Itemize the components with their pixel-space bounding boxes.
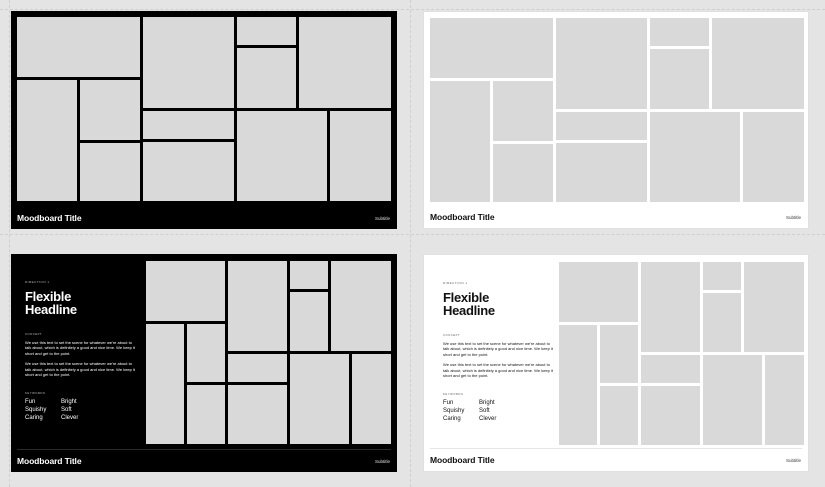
image-placeholder[interactable] (493, 144, 553, 202)
image-placeholder[interactable] (600, 325, 638, 383)
image-placeholder[interactable] (352, 354, 391, 444)
slide-4-light-headline[interactable] (423, 254, 809, 472)
image-placeholder[interactable] (187, 385, 225, 444)
slide-subtitle: Subtitle (785, 215, 801, 220)
keyword: Soft (479, 408, 490, 415)
image-placeholder[interactable] (146, 261, 225, 321)
keyword: Caring (443, 416, 461, 423)
image-placeholder[interactable] (290, 354, 349, 444)
keywords-label: KEYWORDS (25, 391, 46, 396)
footer-divider (17, 449, 391, 450)
keyword: Squishy (443, 408, 465, 415)
image-placeholder[interactable] (143, 17, 234, 108)
concept-paragraph: We use this text to set the scene for whatever we're about to talk about, which is definitely a good and nice time. We keep it short and get to the point. (443, 341, 553, 357)
image-placeholder[interactable] (600, 386, 638, 445)
keyword: Bright (479, 400, 495, 407)
image-placeholder[interactable] (228, 385, 287, 444)
guide-line-top (0, 9, 825, 10)
image-placeholder[interactable] (430, 18, 553, 78)
slide-title: Moodboard Title (430, 212, 495, 222)
footer-divider (430, 448, 802, 449)
text-panel (25, 280, 135, 422)
concept-paragraph: We use this text to set the scene for whatever we're about to talk about, which is definitely a good and nice time. We keep it short and get to the point. (443, 362, 553, 379)
direction-kicker: DIRECTION 1 (25, 280, 50, 284)
image-placeholder[interactable] (80, 80, 140, 140)
keyword: Clever (61, 415, 79, 422)
image-placeholder[interactable] (641, 386, 700, 445)
image-placeholder[interactable] (703, 262, 741, 290)
image-placeholder[interactable] (330, 111, 391, 201)
keyword: Squishy (25, 407, 47, 414)
image-placeholder[interactable] (650, 112, 740, 202)
image-placeholder[interactable] (744, 262, 804, 352)
direction-kicker: DIRECTION 1 (443, 281, 468, 285)
image-placeholder[interactable] (331, 261, 391, 351)
image-placeholder[interactable] (556, 112, 647, 140)
image-placeholder[interactable] (228, 261, 287, 351)
keywords-label: KEYWORDS (443, 392, 464, 397)
image-placeholder[interactable] (187, 324, 225, 382)
image-placeholder[interactable] (703, 293, 741, 352)
keyword: Clever (479, 416, 497, 423)
keyword: Fun (25, 399, 36, 406)
image-placeholder[interactable] (559, 325, 597, 445)
image-placeholder[interactable] (290, 261, 328, 289)
slide-title: Moodboard Title (430, 455, 495, 465)
keyword: Bright (61, 399, 77, 406)
image-placeholder[interactable] (299, 17, 391, 108)
image-placeholder[interactable] (493, 81, 553, 141)
image-placeholder[interactable] (650, 18, 709, 46)
concept-label: CONCEPT (443, 333, 461, 337)
image-placeholder[interactable] (237, 111, 327, 201)
slide-title: Moodboard Title (17, 213, 82, 223)
image-placeholder[interactable] (237, 17, 296, 45)
image-placeholder[interactable] (17, 80, 77, 201)
image-placeholder[interactable] (556, 143, 647, 202)
image-placeholder[interactable] (559, 262, 638, 322)
slide-title: Moodboard Title (17, 456, 82, 466)
guide-line-left (9, 0, 10, 487)
image-placeholder[interactable] (650, 49, 709, 109)
guide-line-middle (0, 234, 825, 235)
keyword: Caring (25, 415, 43, 422)
slide-3-dark-headline[interactable] (11, 254, 397, 472)
image-placeholder[interactable] (143, 111, 234, 139)
slide-1-dark-moodboard[interactable] (11, 11, 397, 229)
image-placeholder[interactable] (556, 18, 647, 109)
slide-subtitle: Subtitle (374, 216, 390, 221)
concept-label: CONCEPT (25, 332, 43, 336)
headline: Flexible Headline (443, 290, 495, 318)
slide-subtitle: Subtitle (374, 459, 390, 464)
slide-2-light-moodboard[interactable] (423, 11, 809, 229)
image-placeholder[interactable] (80, 143, 140, 201)
image-placeholder[interactable] (743, 112, 804, 202)
image-placeholder[interactable] (712, 18, 804, 109)
keyword: Soft (61, 407, 72, 414)
image-placeholder[interactable] (17, 17, 140, 77)
concept-paragraph: We use this text to set the scene for whatever we're about to talk about, which is definitely a good and nice time. We keep it short and get to the point. (25, 361, 135, 378)
image-placeholder[interactable] (146, 324, 184, 444)
image-placeholder[interactable] (228, 354, 287, 382)
keyword: Fun (443, 400, 454, 407)
image-placeholder[interactable] (430, 81, 490, 202)
keywords-grid (25, 399, 135, 422)
text-panel (443, 281, 553, 423)
guide-line-center (410, 0, 411, 487)
image-placeholder[interactable] (641, 262, 700, 352)
slide-subtitle: Subtitle (785, 458, 801, 463)
image-placeholder[interactable] (703, 355, 762, 445)
image-placeholder[interactable] (290, 292, 328, 351)
concept-paragraph: We use this text to set the scene for whatever we're about to talk about, which is definitely a good and nice time. We keep it short and get to the point. (25, 340, 135, 356)
headline: Flexible Headline (25, 289, 77, 317)
image-placeholder[interactable] (143, 142, 234, 201)
keywords-grid (443, 400, 553, 423)
image-placeholder[interactable] (641, 355, 700, 383)
image-placeholder[interactable] (765, 355, 804, 445)
image-placeholder[interactable] (237, 48, 296, 108)
